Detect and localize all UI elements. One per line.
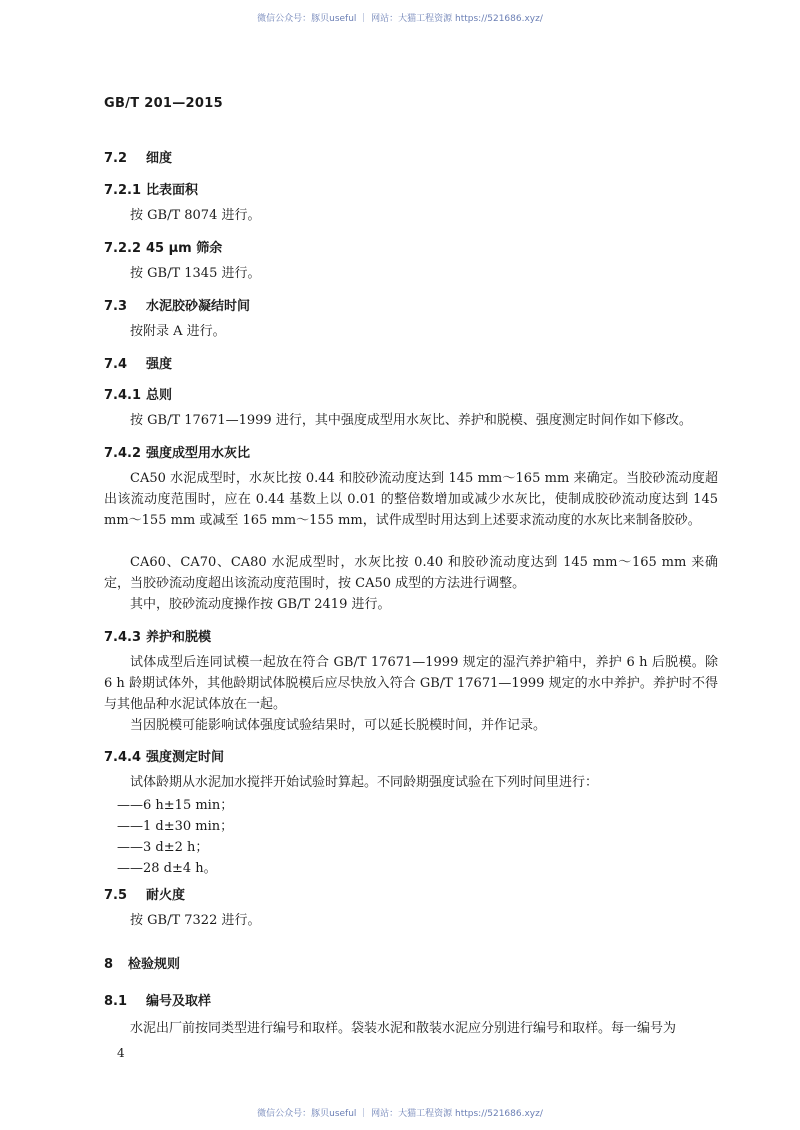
heading-8 (104, 953, 180, 972)
paragraph-7-4-3-b: 当因脱模可能影响试体强度试验结果时，可以延长脱模时间，并作记录。 (130, 718, 547, 733)
section-title: 比表面积 (146, 183, 199, 198)
section-number: 8 (104, 957, 114, 972)
section-number: 7.2.2 (104, 241, 142, 256)
heading-7-4-3 (104, 626, 211, 645)
paragraph-8-1: 水泥出厂前按同类型进行编号和取样。袋装水泥和散装水泥应分别进行编号和取样。每一编号为 (130, 1021, 677, 1036)
section-number: 7.4.3 (104, 630, 142, 645)
paragraph-7-4-4: 试体龄期从水泥加水搅拌开始试验时算起。不同龄期强度试验在下列时间里进行： (130, 775, 599, 790)
heading-8-1 (104, 990, 211, 1009)
section-number: 7.5 (104, 888, 128, 903)
section-number: 7.2 (104, 151, 128, 166)
list-item: ——1 d±30 min； (117, 819, 234, 834)
section-title: 编号及取样 (146, 994, 212, 1009)
heading-7-2 (104, 147, 172, 166)
paragraph-7-2-2: 按 GB/T 1345 进行。 (130, 266, 261, 281)
list-item: ——3 d±2 h； (117, 840, 209, 855)
section-title: 强度测定时间 (146, 750, 225, 765)
paragraph-7-4-1: 按 GB/T 17671—1999 进行，其中强度成型用水灰比、养护和脱模、强度测定时间作如下修改。 (130, 413, 692, 428)
paragraph-7-4-3-a: 试体成型后连同试模一起放在符合 GB/T 17671—1999 规定的湿汽养护箱中，养护 6 h 后脱模。除 6 h 龄期试体外，其他龄期试体脱模后应尽快放入符合 GB/T 17671—1999 规定的水中养护。养护时不得与其他品种水泥试体放在一起。 (104, 655, 718, 712)
section-number: 7.4.2 (104, 446, 142, 461)
section-number: 7.2.1 (104, 183, 142, 198)
list-item: ——28 d±4 h。 (117, 861, 217, 876)
section-title: 水泥胶砂凝结时间 (146, 299, 251, 314)
standard-code: GB/T 201—2015 (104, 96, 223, 111)
section-number: 7.4.1 (104, 388, 142, 403)
section-title: 检验规则 (128, 957, 181, 972)
section-title: 强度成型用水灰比 (146, 446, 251, 461)
heading-7-4-1 (104, 384, 172, 403)
section-number: 8.1 (104, 994, 128, 1009)
heading-7-4-2 (104, 442, 250, 461)
watermark-top: 微信公众号：豚贝useful ｜ 网站：大猫工程资源 https://521686.xyz/ (257, 14, 543, 24)
section-title: 强度 (146, 357, 173, 372)
heading-7-2-2 (104, 237, 222, 256)
watermark-bottom: 微信公众号：豚贝useful ｜ 网站：大猫工程资源 https://521686.xyz/ (257, 1109, 543, 1119)
section-title: 耐火度 (146, 888, 186, 903)
paragraph-7-4-2-c: 其中，胶砂流动度操作按 GB/T 2419 进行。 (130, 597, 391, 612)
heading-7-5 (104, 884, 185, 903)
paragraph-7-5: 按 GB/T 7322 进行。 (130, 913, 261, 928)
paragraph-7-2-1: 按 GB/T 8074 进行。 (130, 208, 261, 223)
section-title: 总则 (146, 388, 173, 403)
section-number: 7.4 (104, 357, 128, 372)
section-title: 养护和脱模 (146, 630, 212, 645)
section-title: 细度 (146, 151, 173, 166)
heading-7-2-1 (104, 179, 198, 198)
heading-7-3 (104, 295, 250, 314)
heading-7-4 (104, 353, 172, 372)
section-title: 45 μm 筛余 (146, 241, 223, 256)
paragraph-7-4-2-b: CA60、CA70、CA80 水泥成型时，水灰比按 0.40 和胶砂流动度达到 145 mm～165 mm 来确定，当胶砂流动度超出该流动度范围时，按 CA50 成型的方法进行调整。 (104, 555, 718, 591)
paragraph-7-4-2-a: CA50 水泥成型时，水灰比按 0.44 和胶砂流动度达到 145 mm～165 mm 来确定。当胶砂流动度超出该流动度范围时，应在 0.44 基数上以 0.01 的整倍数增加或减少水灰比，使制成胶砂流动度达到 145 mm～155 mm 或减至 165 mm～155 mm，试件成型时用达到上述要求流动度的水灰比来制备胶砂。 (104, 471, 718, 528)
section-number: 7.3 (104, 299, 128, 314)
list-item: ——6 h±15 min； (117, 798, 234, 813)
section-number: 7.4.4 (104, 750, 142, 765)
heading-7-4-4 (104, 746, 224, 765)
page-number: 4 (117, 1046, 125, 1060)
paragraph-7-3: 按附录 A 进行。 (130, 324, 226, 339)
